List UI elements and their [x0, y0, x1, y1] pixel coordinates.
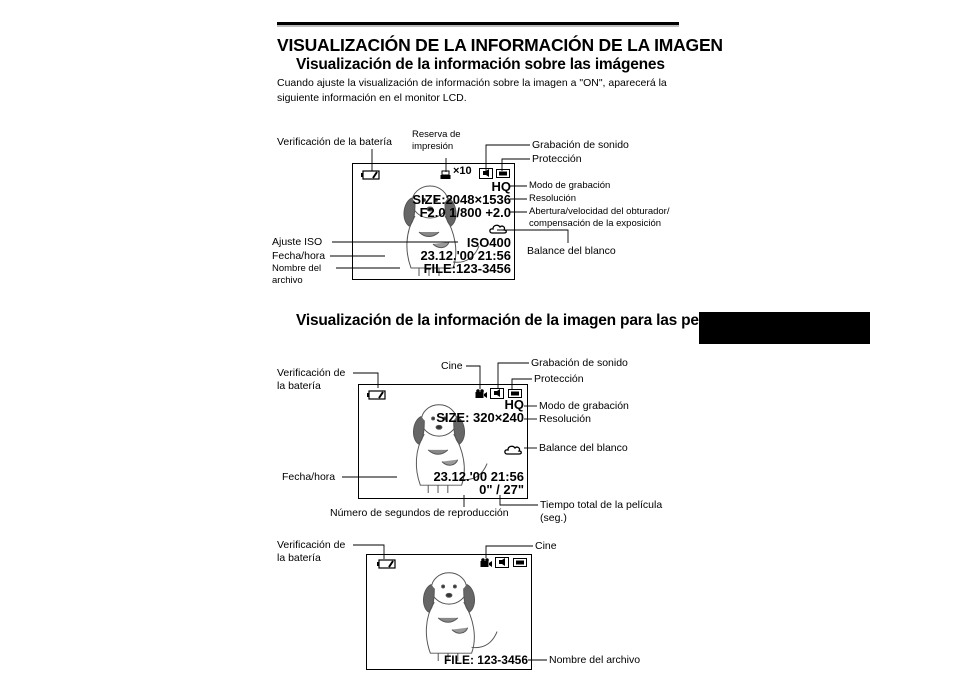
still-mode: HQ	[491, 179, 511, 194]
still-label-protect: Protección	[532, 153, 582, 165]
still-label-datetime: Fecha/hora	[272, 250, 326, 262]
movie-label-seconds: Número de segundos de reproducción	[330, 507, 509, 519]
still-label-wb: Balance del blanco	[527, 245, 616, 257]
movie-datetime: 23.12.'00 21:56	[433, 469, 524, 484]
still-file: FILE:123-3456	[423, 261, 511, 276]
still-label-resolution: Resolución	[529, 193, 576, 204]
movie-section-heading: Visualización de la información de la imagen para las películas	[296, 312, 746, 329]
still-size: SIZE:2048×1536	[412, 192, 511, 207]
print-count: ×10	[453, 165, 472, 177]
movie-label-mode: Modo de grabación	[539, 400, 629, 412]
movie-label-sound: Grabación de sonido	[531, 357, 628, 369]
movie2-label-cine: Cine	[535, 540, 557, 552]
still-label-sound: Grabación de sonido	[532, 139, 629, 151]
still-label-print-reserve: Reserva de impresión	[412, 129, 461, 152]
still-exposure: F2.0 1/800 +2.0	[419, 205, 511, 220]
still-label-aperture: Abertura/velocidad del obturador/ compensación de la exposición	[529, 206, 670, 229]
section-subtitle: Visualización de la información sobre las imágenes	[296, 56, 665, 73]
still-label-mode: Modo de grabación	[529, 180, 611, 191]
movie-size: SIZE: 320×240	[436, 410, 524, 425]
movie-label-protect: Protección	[534, 373, 584, 385]
still-label-battery: Verificación de la batería	[277, 136, 392, 148]
movie-label-total: Tiempo total de la película (seg.)	[540, 499, 663, 524]
intro-paragraph: Cuando ajuste la visualización de información sobre la imagen a "ON", aparecerá la siguiente información en el monitor LCD.	[277, 77, 667, 104]
still-iso: ISO400	[466, 235, 511, 250]
movie-mode: HQ	[504, 397, 524, 412]
movie-label-resolution: Resolución	[539, 413, 591, 425]
still-label-iso: Ajuste ISO	[272, 236, 323, 248]
movie2-file: FILE: 123-3456	[443, 653, 528, 667]
movie-label-cine: Cine	[441, 360, 463, 372]
movie-label-wb: Balance del blanco	[539, 442, 628, 454]
movie-label-battery: Verificación de la batería	[277, 367, 346, 392]
movie2-label-filename: Nombre del archivo	[549, 654, 641, 666]
movie2-label-battery: Verificación de la batería	[277, 539, 346, 564]
movie-label-datetime: Fecha/hora	[282, 471, 336, 483]
movie-time: 0" / 27"	[479, 482, 524, 497]
still-datetime: 23.12.'00 21:56	[420, 248, 511, 263]
still-label-filename: Nombre del archivo	[272, 263, 322, 286]
page-title: VISUALIZACIÓN DE LA INFORMACIÓN DE LA IMAGEN	[277, 35, 723, 55]
